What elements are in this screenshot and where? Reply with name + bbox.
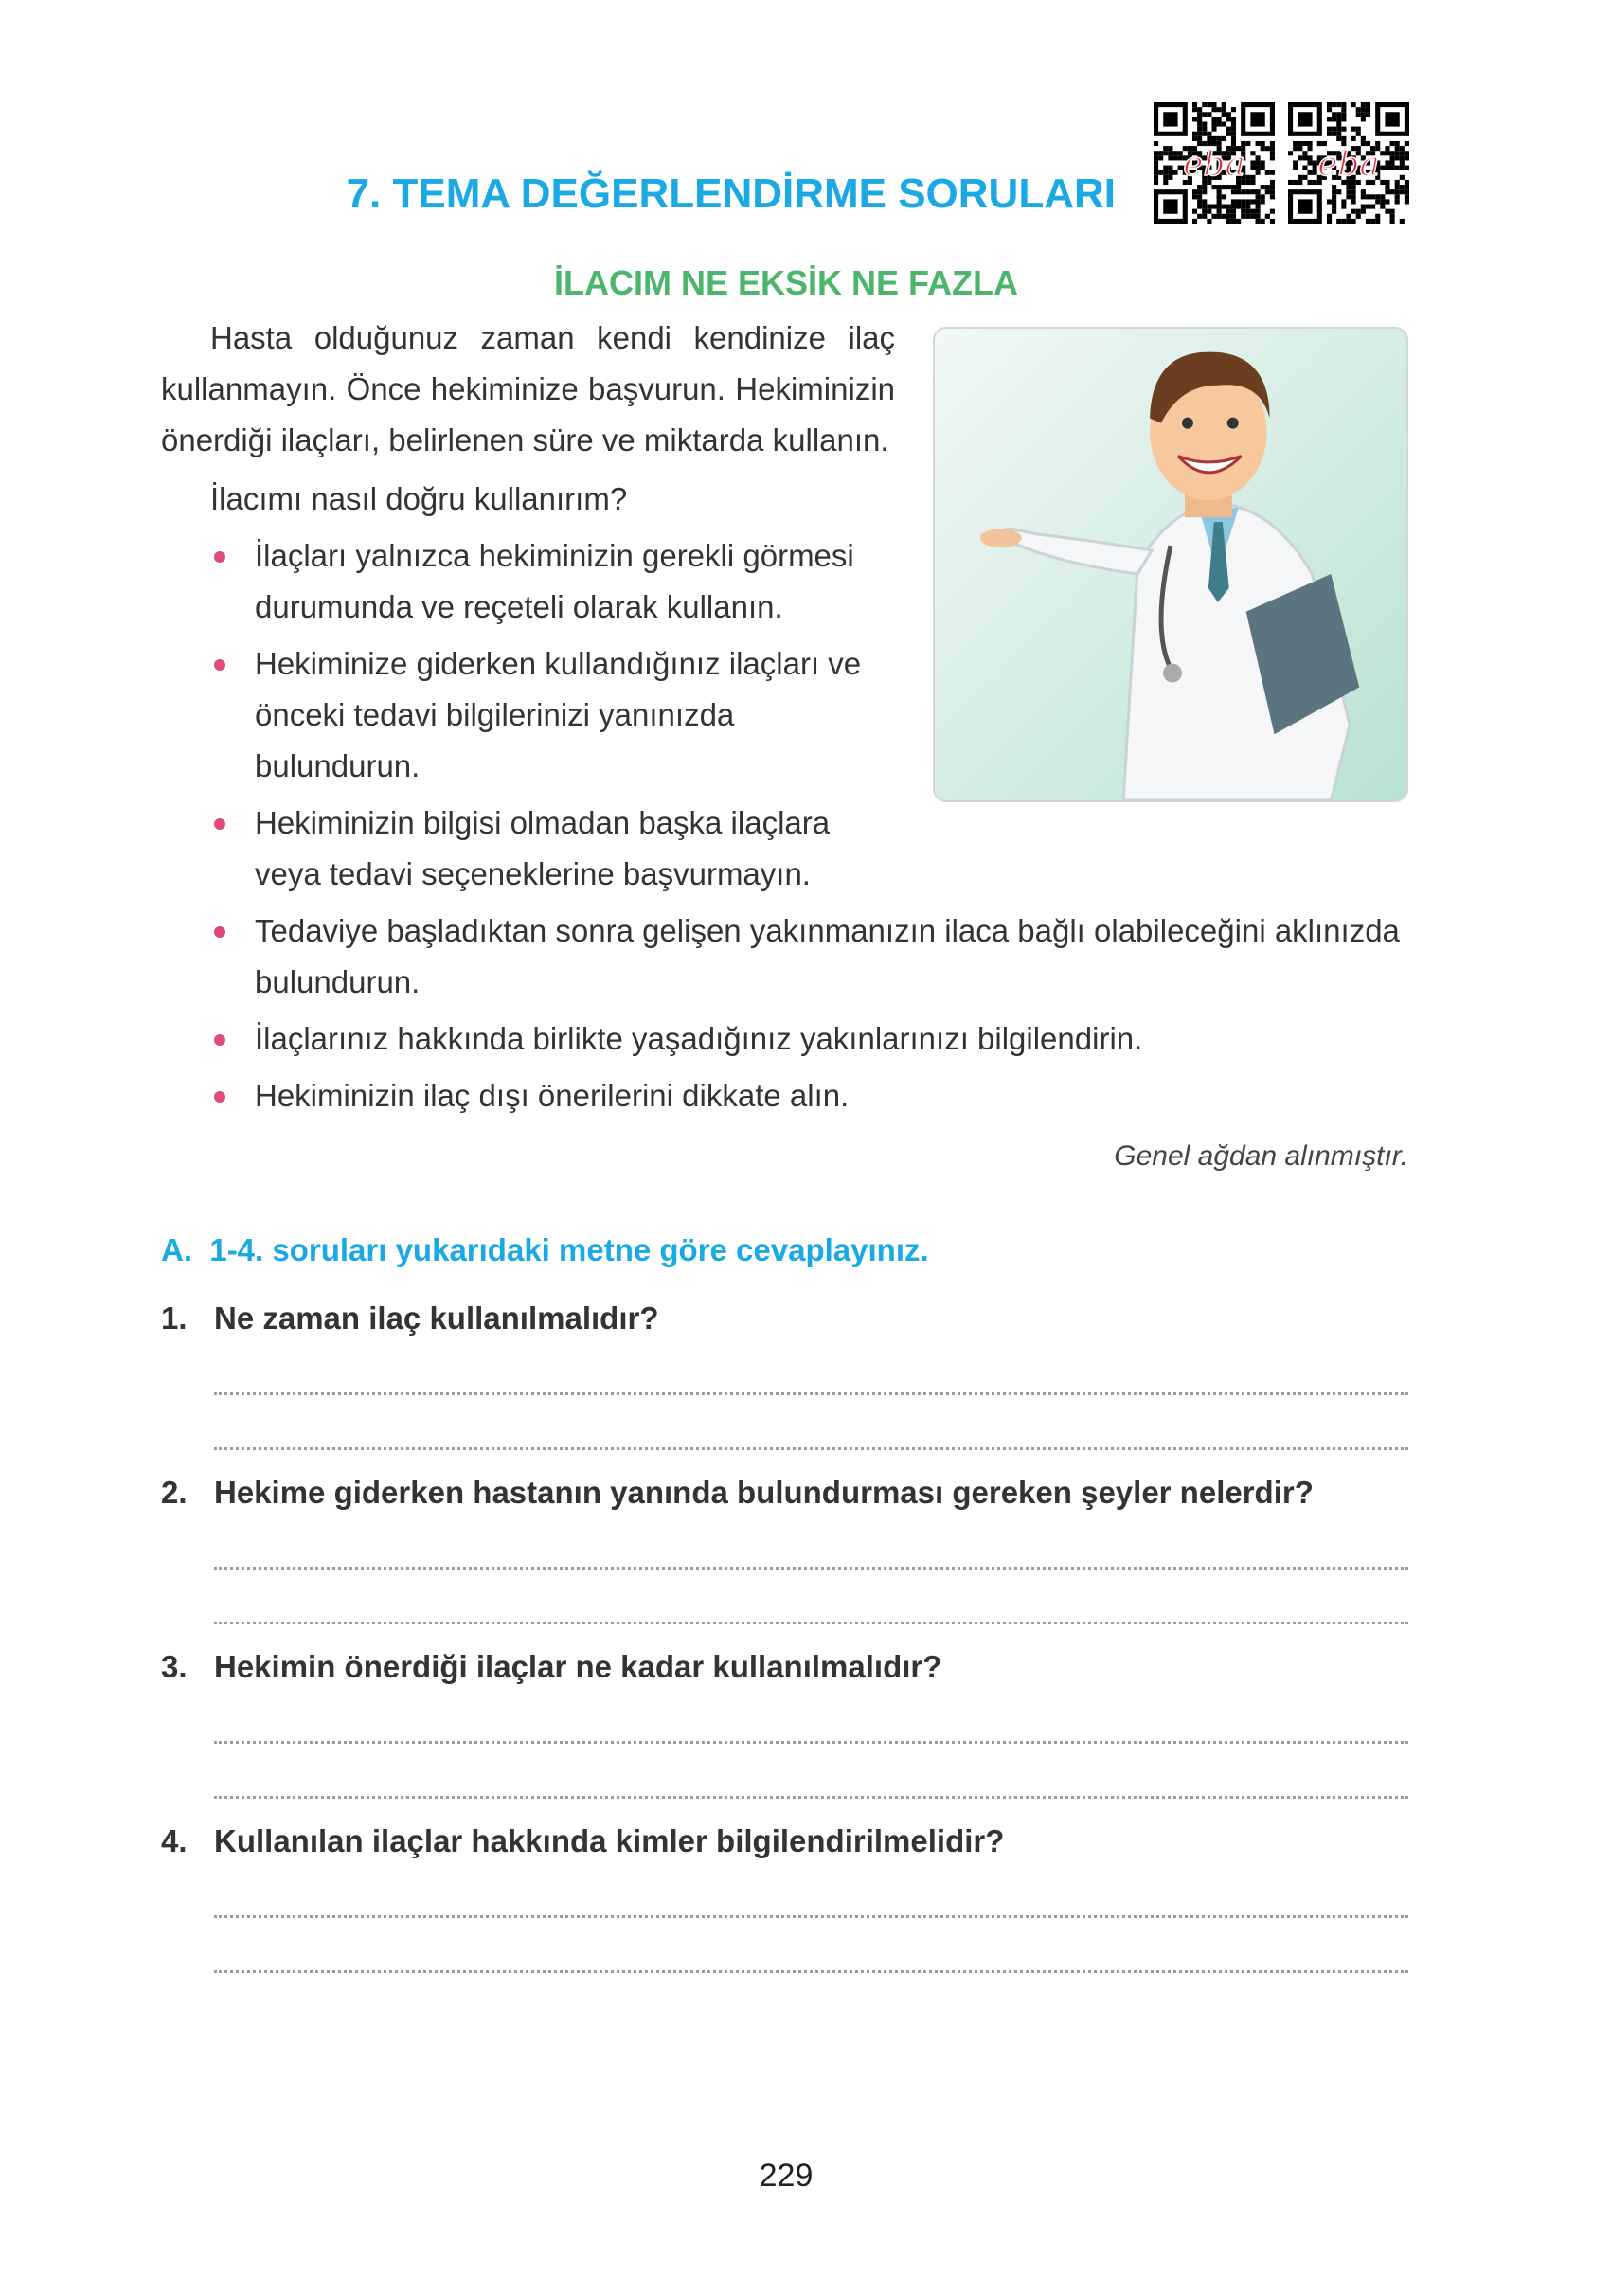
page-number: 229 [759, 2158, 814, 2194]
answer-line[interactable] [214, 1863, 1408, 1918]
svg-text:eba: eba [1183, 144, 1245, 184]
answer-line[interactable] [214, 1744, 1408, 1799]
question-1 [161, 1297, 1408, 1340]
answer-line[interactable] [214, 1689, 1408, 1744]
bullet-text: İlaçlarınız hakkında birlikte yaşadığınız yakınlarınızı bilgilendirin. [255, 1021, 1143, 1056]
intro-paragraph: Hasta olduğunuz zaman kendi kendinize ilaç kullanmayın. Önce hekiminize başvurun. Hekiminizin önerdiği ilaçları, belirlenen süre ve miktarda kullanın. [161, 320, 895, 457]
answer-line[interactable] [214, 1395, 1408, 1450]
answer-line[interactable] [214, 1570, 1408, 1624]
bullet-icon [214, 1034, 225, 1046]
question-text: Hekime giderken hastanın yanında bulundurması gereken şeyler nelerdir? [214, 1475, 1314, 1510]
bullet-icon [214, 818, 225, 830]
bullet-item [255, 906, 1408, 1008]
qr-code-2[interactable] [1288, 102, 1409, 224]
main-content [161, 313, 1408, 1973]
question-number: 1. [161, 1300, 188, 1336]
question-2 [161, 1471, 1408, 1515]
bullet-item [255, 1013, 1408, 1065]
intro-question: İlacımı nasıl doğru kullanırım? [210, 481, 628, 516]
bullet-text: Tedaviye başladıktan sonra gelişen yakınmanızın ilaca bağlı olabileceğini aklınızda bulundurun. [255, 913, 1400, 999]
question-3 [161, 1645, 1408, 1689]
question-text: Hekimin önerdiği ilaçlar ne kadar kullanılmalıdır? [214, 1649, 942, 1684]
question-number: 4. [161, 1823, 188, 1858]
bullet-icon [214, 551, 225, 563]
answer-line[interactable] [214, 1515, 1408, 1570]
answer-line[interactable] [214, 1918, 1408, 1973]
bullet-text: Hekiminize giderken kullandığınız ilaçları ve önceki tedavi bilgilerinizi yanınızda bulundurun. [255, 646, 862, 783]
page-title: 7. TEMA DEĞERLENDİRME SORULARI [346, 170, 1116, 217]
bullet-item [255, 530, 1408, 633]
question-number: 3. [161, 1649, 188, 1684]
bullet-icon [214, 659, 225, 671]
question-text: Ne zaman ilaç kullanılmalıdır? [214, 1300, 659, 1336]
bullet-item [255, 798, 1408, 900]
bullet-icon [214, 926, 225, 938]
answer-line[interactable] [214, 1340, 1408, 1395]
bullet-item [255, 638, 1408, 792]
bullet-icon [214, 1091, 225, 1103]
section-subtitle: İLACIM NE EKSİK NE FAZLA [553, 263, 1018, 302]
svg-text:eba: eba [1317, 144, 1380, 184]
qr-code-1[interactable] [1154, 102, 1275, 224]
question-4 [161, 1820, 1408, 1863]
bullet-text: İlaçları yalnızca hekiminizin gerekli görmesi durumunda ve reçeteli olarak kullanın. [255, 538, 854, 624]
bullet-list [161, 530, 1408, 1121]
section-a-heading: A. 1-4. soruları yukarıdaki metne göre cevaplayınız. [161, 1232, 929, 1267]
bullet-text: Hekiminizin ilaç dışı önerilerini dikkate alın. [255, 1078, 850, 1113]
bullet-text: Hekiminizin bilgisi olmadan başka ilaçlara veya tedavi seçeneklerine başvurmayın. [255, 805, 831, 891]
question-number: 2. [161, 1475, 188, 1510]
question-text: Kullanılan ilaçlar hakkında kimler bilgilendirilmelidir? [214, 1823, 1005, 1858]
bullet-item [255, 1070, 1408, 1121]
source-note: Genel ağdan alınmıştır. [1114, 1140, 1408, 1172]
